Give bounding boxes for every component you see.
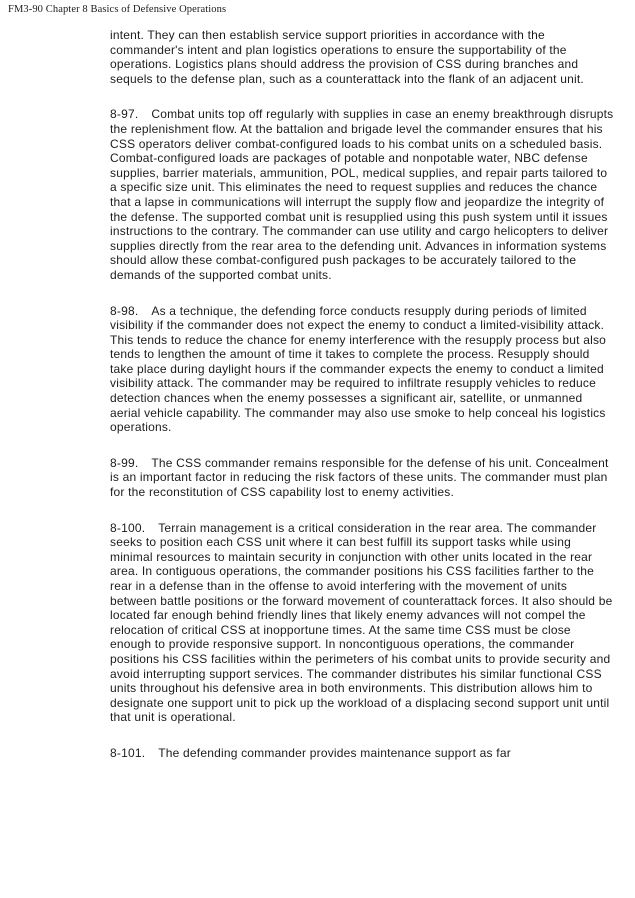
paragraph [110, 746, 615, 761]
document-body [110, 28, 615, 782]
paragraph [110, 107, 615, 282]
paragraph [110, 28, 615, 86]
paragraph-text: As a technique, the defending force conducts resupply during periods of limited visibility if the commander does not expect the enemy to conduct a limited-visibility attack. This tends to reduce the chance for enemy interference with the resupply process but also tends to lengthen the amount of time it takes to complete the process. Resupply should take place during daylight hours if the commander expects the enemy to conduct a limited visibility attack. The commander may be required to infiltrate resupply vehicles to reduce detection chances when the enemy possesses a significant air, satellite, or unmanned aerial vehicle capability. The commander may also use smoke to help conceal his logistics operations. [110, 303, 607, 435]
paragraph [110, 521, 615, 725]
paragraph-text: Combat units top off regularly with supplies in case an enemy breakthrough disrupts the replenishment flow. At the battalion and brigade level the commander ensures that his CSS operators deliver combat-configured loads to his combat units on a scheduled basis. Combat-configured loads are packages of potable and nonpotable water, NBC defense supplies, barrier materials, ammunition, POL, medical supplies, and repair parts tailored to a specific size unit. This eliminates the need to request supplies and reduces the chance that a lapse in communications will interrupt the supply flow and jeopardize the integrity of the defense. The supported combat unit is resupplied using this push system until it issues instructions to the contrary. The commander can use utility and cargo helicopters to deliver supplies directly from the rear area to the defending unit. Advances in information systems should allow these combat-configured push packages to be accurately tailored to the demands of the supported combat units. [110, 107, 614, 282]
paragraph-text: The defending commander provides maintenance support as far [158, 745, 511, 760]
paragraph-number: 8-98. [110, 303, 139, 318]
paragraph [110, 456, 615, 500]
paragraph-number: 8-97. [110, 107, 139, 122]
paragraph-text: The CSS commander remains responsible for the defense of his unit. Concealment is an important factor in reducing the risk factors of these units. The commander must plan for the reconstitution of CSS capability lost to enemy activities. [110, 455, 609, 500]
page-header: FM3-90 Chapter 8 Basics of Defensive Operations [8, 4, 227, 15]
paragraph-number: 8-101. [110, 745, 146, 760]
paragraph-text: Terrain management is a critical consideration in the rear area. The commander seeks to position each CSS unit where it can best fulfill its support tasks while using minimal resources to maintain security in conjunction with other units located in the rear area. In contiguous operations, the commander positions his CSS facilities farther to the rear in a defense than in the offense to avoid interfering with the movement of units between battle positions or the forward movement of counterattack forces. It also should be located far enough behind friendly lines that likely enemy advances will not compel the relocation of critical CSS at inopportune times. At the same time CSS must be close enough to provide responsive support. In noncontiguous operations, the commander positions his CSS facilities within the perimeters of his combat units to provide security and avoid interrupting support services. The commander distributes his similar functional CSS units throughout his defensive area in both environments. This distribution allows him to designate one support unit to pick up the workload of a displacing second support unit until that unit is operational. [110, 520, 613, 725]
paragraph-text: intent. They can then establish service support priorities in accordance with the commander's intent and plan logistics operations to ensure the supportability of the operations. Logistics plans should address the provision of CSS during branches and sequels to the defense plan, such as a counterattack into the flank of an adjacent unit. [110, 28, 584, 86]
paragraph-number: 8-100. [110, 520, 146, 535]
paragraph-number: 8-99. [110, 455, 139, 470]
paragraph [110, 304, 615, 435]
